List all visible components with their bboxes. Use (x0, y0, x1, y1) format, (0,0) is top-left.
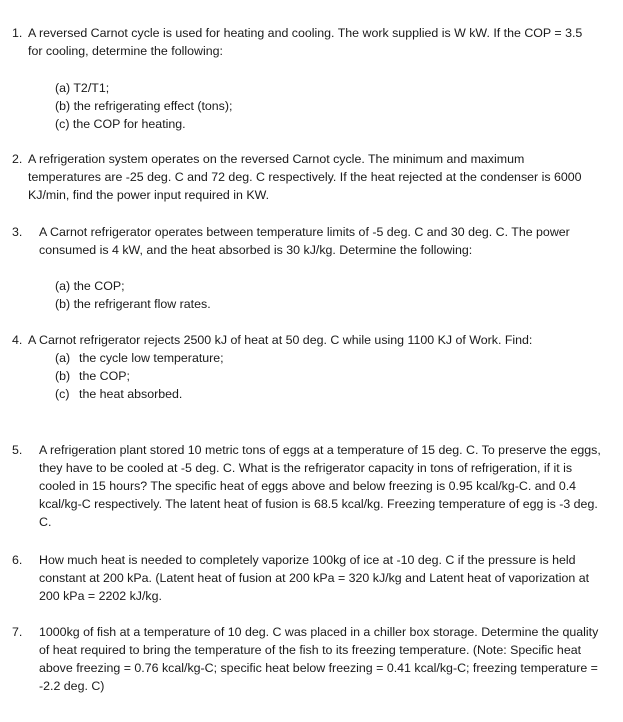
part-text: the COP; (79, 369, 130, 383)
problem-number: 7. (12, 625, 23, 639)
problem-number: 1. (12, 26, 23, 40)
problem-number: 4. (12, 333, 23, 347)
problem-part (55, 367, 130, 385)
problem-text: A refrigeration plant stored 10 metric tons of eggs at a temperature of 15 deg. C. To preserve the eggs, they have to be cooled at -5 deg. C. What is the refrigerator capacity in tons of refrigeration, if it is cooled in 15 hours? The specific heat of eggs above and below freezing is 0.95 kcal/kg-C. and 0.4 kcal/kg-C respectively. The latent heat of fusion is 68.5 kcal/kg. Freezing temperature of egg is -3 deg. C. (39, 443, 601, 529)
problem-text: 1000kg of fish at a temperature of 10 deg. C was placed in a chiller box storage. Determine the quality of heat required to bring the temperature of the fish to its freezing temperature. (Note: Specific heat above freezing = 0.76 kcal/kg-C; specific heat below freezing = 0.41 kcal/kg-C; freezing temperature = -2.2 deg. C) (39, 625, 599, 693)
problem-part: (b) the refrigerating effect (tons); (55, 99, 233, 113)
problem-part (55, 385, 182, 403)
problem-part: (a) T2/T1; (55, 81, 110, 95)
problem-text: A Carnot refrigerator rejects 2500 kJ of heat at 50 deg. C while using 1100 KJ of Work. Find: (28, 333, 533, 347)
part-label: (a) (55, 351, 71, 365)
problem-part: (c) the COP for heating. (55, 117, 186, 131)
part-label: (b) (55, 369, 71, 383)
problem-part: (a) the COP; (55, 279, 125, 293)
problem-text: How much heat is needed to completely vaporize 100kg of ice at -10 deg. C if the pressure is held constant at 200 kPa. (Latent heat of fusion at 200 kPa = 320 kJ/kg and Latent heat of vaporization at 200 kPa = 2202 kJ/kg. (39, 553, 590, 603)
problem-part: (b) the refrigerant flow rates. (55, 297, 211, 311)
problem-text: A refrigeration system operates on the reversed Carnot cycle. The minimum and maximum temperatures are -25 deg. C and 72 deg. C respectively. If the heat rejected at the condenser is 6000 KJ/min, find the power input required in KW. (28, 152, 582, 202)
problem-number: 5. (12, 443, 23, 457)
problem-number: 6. (12, 553, 23, 567)
problem-part (55, 349, 224, 367)
problem-text: A reversed Carnot cycle is used for heating and cooling. The work supplied is W kW. If the COP = 3.5 for cooling, determine the following: (28, 26, 583, 58)
part-text: the cycle low temperature; (79, 351, 224, 365)
part-label: (c) (55, 387, 70, 401)
problem-text: A Carnot refrigerator operates between temperature limits of -5 deg. C and 30 deg. C. The power consumed is 4 kW, and the heat absorbed is 30 kJ/kg. Determine the following: (39, 225, 570, 257)
part-text: the heat absorbed. (79, 387, 183, 401)
problem-number: 3. (12, 225, 23, 239)
problem-number: 2. (12, 152, 23, 166)
